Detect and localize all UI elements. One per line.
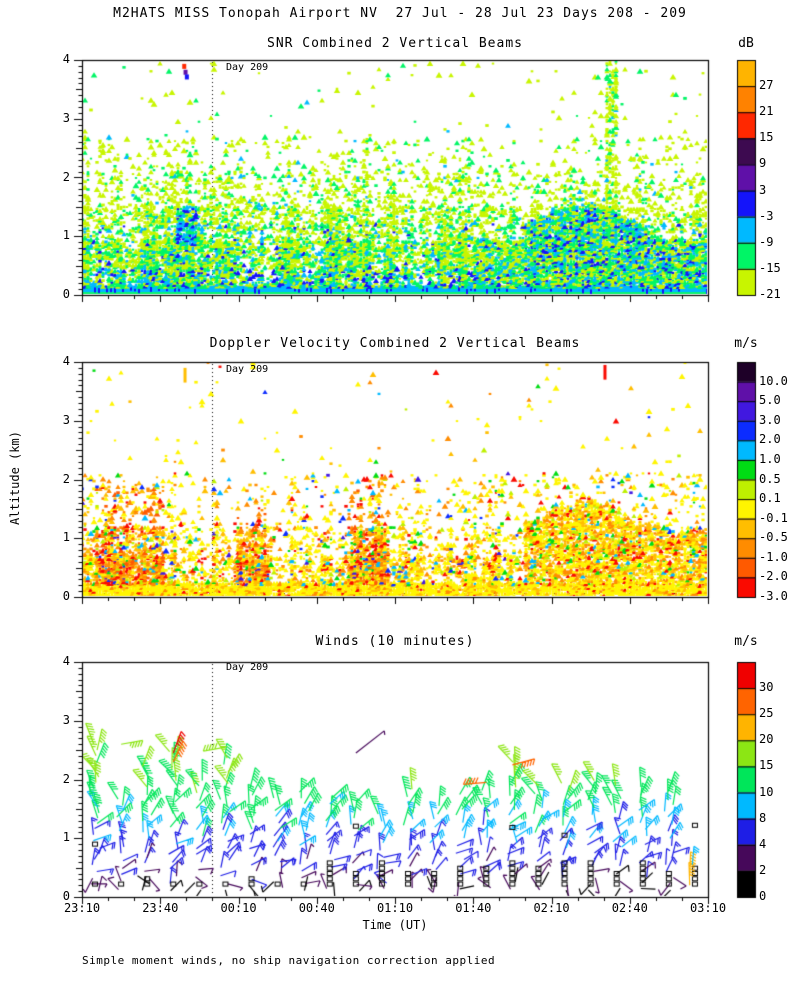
- x-tick-label: 03:10: [689, 901, 727, 915]
- y-tick-label: 0: [62, 889, 70, 903]
- x-tick-label: 01:10: [376, 901, 414, 915]
- colorbar-label: -3: [759, 208, 774, 223]
- panel-doppler-title: Doppler Velocity Combined 2 Vertical Beams: [209, 336, 581, 351]
- x-tick-label: 00:10: [220, 901, 257, 915]
- day-annotation-doppler: Day 209: [226, 364, 269, 375]
- colorbar-label: 15: [759, 130, 774, 145]
- y-tick-label: 4: [62, 354, 70, 368]
- y-tick-label: 4: [62, 52, 70, 66]
- colorbar-label: 20: [759, 732, 774, 747]
- x-tick-label: 01:40: [455, 901, 492, 915]
- colorbar-label: 10.0: [759, 373, 788, 388]
- colorbar-label: -0.5: [759, 530, 788, 545]
- colorbar-label: -0.1: [759, 510, 788, 525]
- x-tick-label: 23:40: [142, 901, 179, 915]
- x-axis-label: Time (UT): [362, 918, 428, 932]
- y-tick-label: 3: [62, 712, 70, 727]
- y-tick-label: 3: [62, 412, 70, 427]
- colorbar-doppler-unit: m/s: [734, 336, 758, 351]
- footer-caption: Simple moment winds, no ship navigation correction applied: [82, 954, 496, 967]
- day-annotation-winds: Day 209: [226, 662, 269, 673]
- colorbar-label: 30: [759, 680, 774, 695]
- colorbar-label: 4: [759, 836, 767, 851]
- colorbar-label: -3.0: [759, 589, 788, 603]
- x-tick-label: 02:40: [611, 901, 648, 915]
- colorbar-label: 0.5: [759, 471, 781, 486]
- colorbar-winds-unit: m/s: [734, 634, 758, 649]
- y-tick-label: 0: [62, 589, 70, 603]
- colorbar-label: 2.0: [759, 432, 781, 447]
- panel-snr-title: SNR Combined 2 Vertical Beams: [267, 36, 523, 51]
- y-tick-label: 2: [62, 471, 70, 486]
- colorbar-label: 15: [759, 758, 774, 773]
- colorbar-label: 3.0: [759, 412, 781, 427]
- x-tick-label: 00:40: [298, 901, 335, 915]
- colorbar-label: 5.0: [759, 393, 781, 408]
- colorbar-label: 1.0: [759, 451, 781, 466]
- colorbar-label: -21: [759, 287, 781, 301]
- y-axis-label: Altitude (km): [8, 431, 22, 525]
- colorbar-label: 3: [759, 182, 767, 197]
- colorbar-label: -1.0: [759, 549, 788, 564]
- colorbar-label: -9: [759, 234, 774, 249]
- y-tick-label: 0: [62, 287, 70, 301]
- colorbar-label: 2: [759, 862, 767, 877]
- colorbar-snr-unit: dB: [738, 36, 754, 51]
- colorbar-label: 25: [759, 706, 774, 721]
- page-title: M2HATS MISS Tonopah Airport NV 27 Jul - 28 Jul 23 Days 208 - 209: [113, 6, 687, 21]
- colorbar-label: 0: [759, 889, 767, 903]
- y-tick-label: 1: [62, 830, 70, 845]
- colorbar-label: 10: [759, 784, 774, 799]
- colorbar-label: -2.0: [759, 569, 788, 584]
- day-annotation-snr: Day 209: [226, 62, 269, 73]
- colorbar-label: -15: [759, 260, 781, 275]
- x-tick-label: 23:10: [63, 901, 101, 915]
- colorbar-label: 0.1: [759, 491, 781, 506]
- colorbar-label: 21: [759, 104, 774, 119]
- y-tick-label: 1: [62, 530, 70, 545]
- y-tick-label: 2: [62, 169, 70, 184]
- colorbar-label: 9: [759, 156, 767, 171]
- y-tick-label: 4: [62, 654, 70, 668]
- panel-winds-title: Winds (10 minutes): [315, 634, 475, 649]
- y-tick-label: 1: [62, 228, 70, 243]
- y-tick-label: 3: [62, 110, 70, 125]
- x-tick-label: 02:10: [533, 901, 570, 915]
- colorbar-label: 8: [759, 810, 767, 825]
- colorbar-label: 27: [759, 78, 774, 93]
- y-tick-label: 2: [62, 771, 70, 786]
